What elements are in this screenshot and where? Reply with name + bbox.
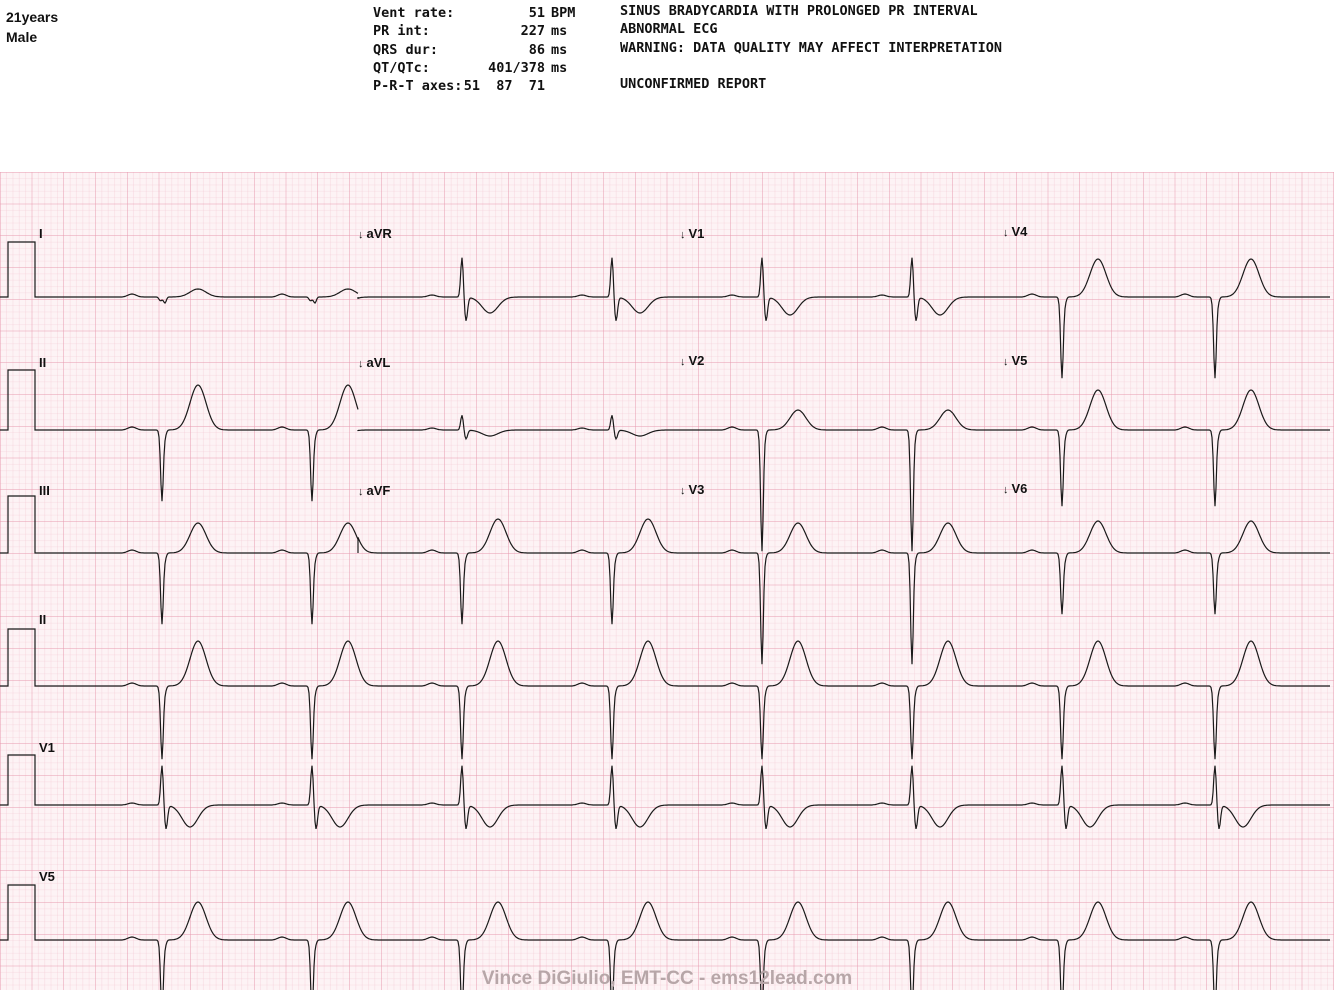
- arrow-down-icon: ↓: [1003, 484, 1009, 496]
- measurement-value: 401/378: [488, 59, 545, 76]
- arrow-down-icon: ↓: [680, 356, 686, 368]
- lead-label-v5: ↓ V5: [1003, 353, 1028, 368]
- interpretation-line: ABNORMAL ECG: [620, 21, 718, 38]
- lead-label-rhythm-ii: II: [39, 612, 47, 627]
- measurement-value: 51: [528, 5, 545, 21]
- lead-label-avl: ↓ aVL: [358, 355, 391, 370]
- lead-label-v2: ↓ V2: [680, 353, 705, 368]
- measurement-row: [373, 42, 583, 60]
- measurement-label: PR int:: [373, 23, 430, 40]
- arrow-down-icon: ↓: [358, 229, 364, 241]
- measurement-unit: ms: [551, 59, 568, 76]
- lead-label-v4: ↓ V4: [1003, 224, 1028, 239]
- measurements-block: [373, 5, 583, 96]
- arrow-down-icon: ↓: [1003, 356, 1009, 368]
- measurement-row: [373, 23, 583, 41]
- lead-label-v6: ↓ V6: [1003, 481, 1028, 496]
- lead-label-ii: II: [39, 355, 47, 370]
- measurement-row: [373, 5, 583, 23]
- ecg-paper: [0, 172, 1334, 990]
- lead-label-avf: ↓ aVF: [358, 483, 391, 498]
- measurement-unit: ms: [551, 23, 568, 40]
- watermark-credit: Vince DiGiulio, EMT-CC - ems12lead.com: [481, 968, 853, 989]
- interpretation-line: WARNING: DATA QUALITY MAY AFFECT INTERPRETATION: [620, 39, 1003, 56]
- lead-label-rhythm-v1: V1: [39, 740, 55, 755]
- lead-label-v1: ↓ V1: [680, 226, 705, 241]
- lead-label-v3: ↓ V3: [680, 482, 705, 497]
- lead-label-rhythm-v5: V5: [39, 869, 55, 884]
- measurement-label: QT/QTc:: [373, 59, 430, 76]
- patient-age: 21years: [6, 9, 59, 25]
- measurement-unit: BPM: [551, 5, 576, 21]
- measurement-label: QRS dur:: [373, 41, 439, 58]
- measurement-value: 51 87 71: [463, 78, 545, 95]
- interpretation-line: SINUS BRADYCARDIA WITH PROLONGED PR INTERVAL: [620, 3, 978, 19]
- lead-label-i: I: [39, 226, 43, 241]
- measurement-row: [373, 78, 583, 96]
- measurement-label: Vent rate:: [373, 5, 455, 21]
- patient-sex: Male: [6, 29, 38, 45]
- lead-label-avr: ↓ aVR: [358, 226, 392, 241]
- arrow-down-icon: ↓: [358, 486, 364, 498]
- arrow-down-icon: ↓: [1003, 227, 1009, 239]
- patient-info: [6, 7, 58, 47]
- measurement-value: 86: [528, 41, 545, 58]
- arrow-down-icon: ↓: [680, 485, 686, 497]
- lead-label-iii: III: [39, 483, 50, 498]
- measurement-row: [373, 60, 583, 78]
- interpretation-block: [620, 3, 1002, 94]
- arrow-down-icon: ↓: [358, 358, 364, 370]
- measurement-unit: ms: [551, 41, 568, 58]
- measurement-value: 227: [520, 23, 545, 40]
- arrow-down-icon: ↓: [680, 229, 686, 241]
- measurement-label: P-R-T axes:: [373, 78, 463, 95]
- interpretation-line: UNCONFIRMED REPORT: [620, 76, 767, 93]
